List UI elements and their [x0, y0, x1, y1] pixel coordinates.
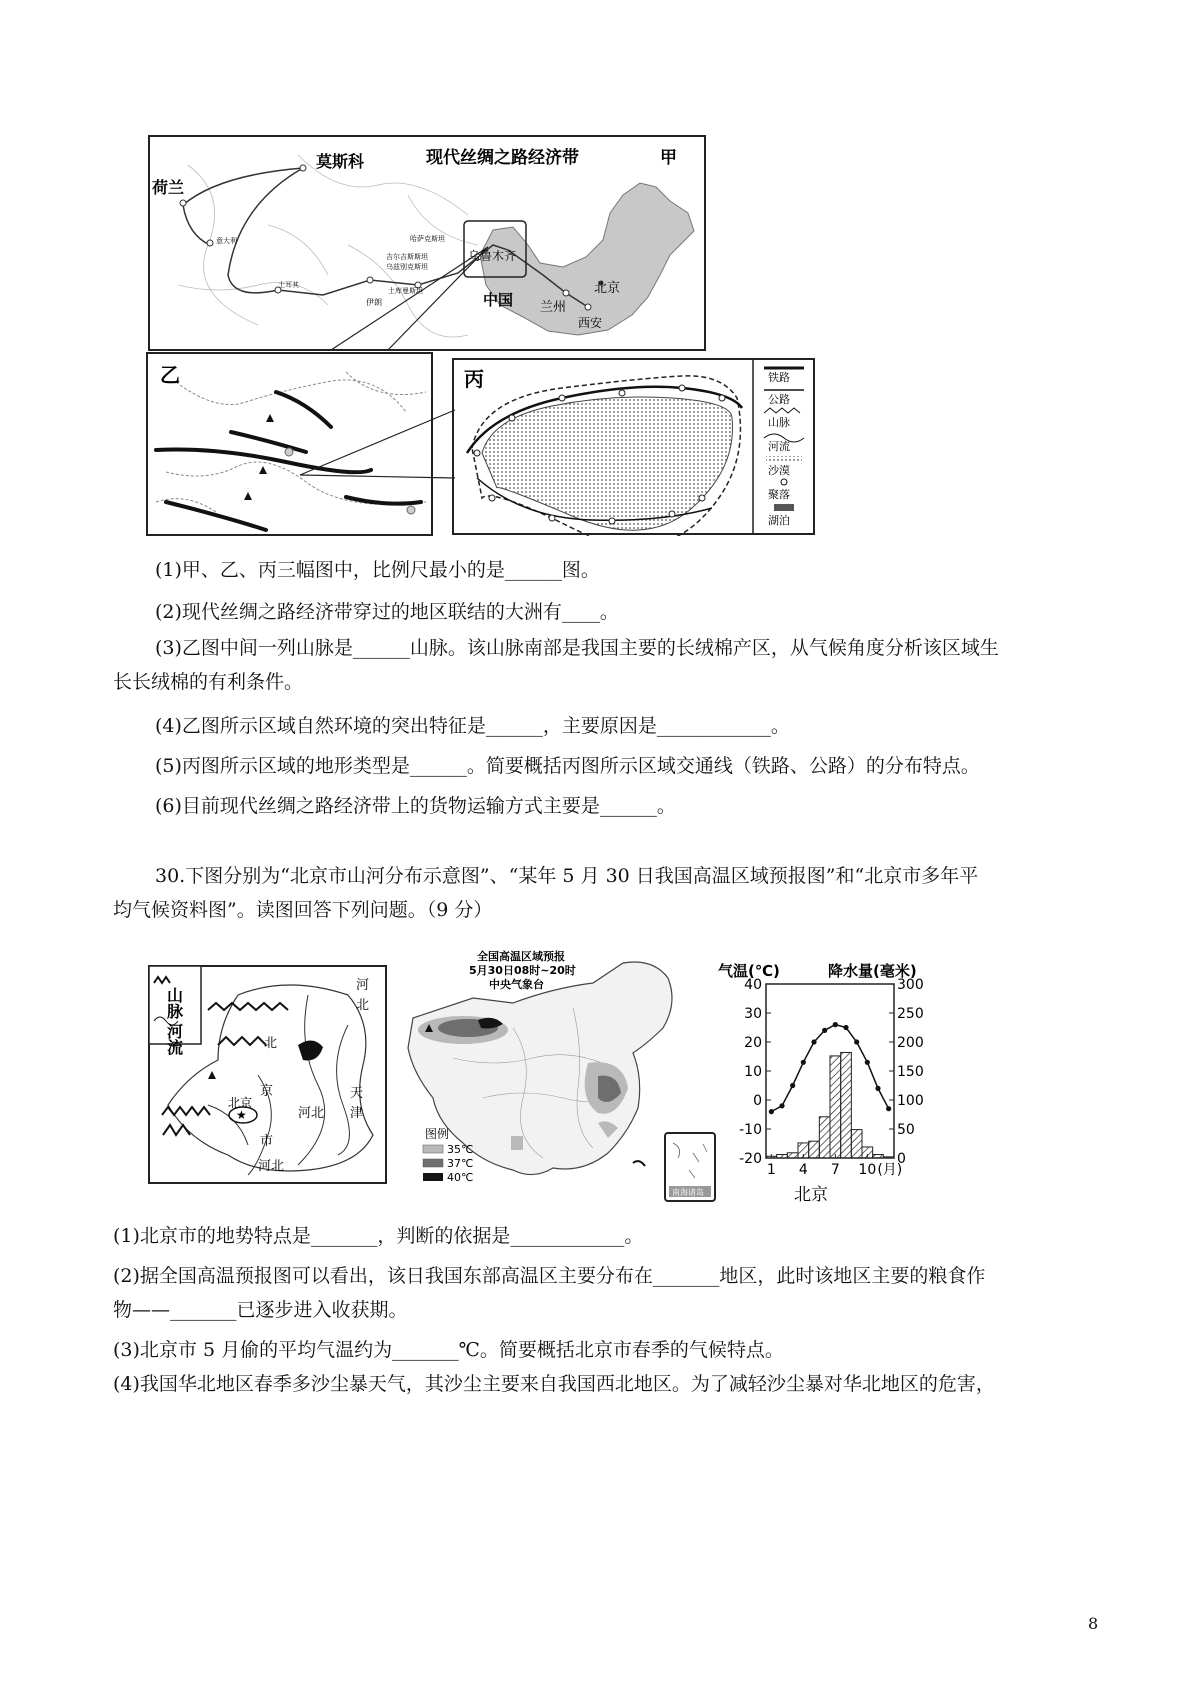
y-right-tick-label: 100 [897, 1093, 924, 1109]
q29-3: (3)乙图中间一列山脉是______山脉。该山脉南部是我国主要的长绒棉产区，从气候角度分析该区域生 [155, 637, 999, 659]
y-right-tick-label: 300 [897, 977, 924, 993]
y-left-tick-label: -20 [739, 1151, 762, 1167]
y-right-tick-label: 150 [897, 1064, 924, 1080]
x-tick-label: 7 [830, 1162, 840, 1178]
y-left-tick-label: 20 [744, 1035, 762, 1051]
label-urumqi: 乌鲁木齐 [468, 249, 517, 263]
x-tick-label: 10 [858, 1162, 877, 1178]
bj-label-jing: 京 [260, 1084, 274, 1099]
q29-6: (6)目前现代丝绸之路经济带上的货物运输方式主要是______。 [155, 795, 676, 817]
label-kyrgyzstan: 吉尔吉斯斯坦 [386, 253, 428, 261]
bj-label-bei2: 北 [264, 1036, 278, 1051]
label-turkmenistan: 土库曼斯坦 [388, 287, 423, 295]
chart-ylabel-right: 降水量(毫米) [828, 962, 917, 980]
climate-chart [716, 960, 1036, 1210]
x-unit-label: (月) [877, 1162, 903, 1178]
y-right-tick-label: 50 [897, 1122, 915, 1138]
y-left-tick-label: 40 [744, 977, 762, 993]
label-lanzhou: 兰州 [540, 300, 567, 315]
label-xian: 西安 [578, 316, 603, 330]
map-yi-panel-label: 乙 [160, 363, 180, 387]
legend-lake: 湖泊 [768, 514, 790, 527]
bj-label-he: 河 [356, 978, 370, 993]
chart-xlabel: 北京 [794, 1185, 828, 1205]
heat-legend-35: 35℃ [447, 1143, 474, 1156]
map-jia-title: 现代丝绸之路经济带 [426, 148, 579, 168]
q30-3: (3)北京市 5 月偷的平均气温约为_______℃。简要概括北京市春季的气候特点。 [113, 1339, 784, 1361]
label-turkey: 土耳其 [278, 281, 299, 289]
label-china: 中国 [483, 291, 514, 309]
x-tick-label: 1 [766, 1162, 776, 1178]
temperature-point [886, 1106, 891, 1111]
precip-bar [873, 1155, 884, 1158]
temperature-point [779, 1103, 784, 1108]
q29-3b: 长长绒棉的有利条件。 [113, 671, 304, 693]
precip-bar [809, 1141, 820, 1158]
q30-4: (4)我国华北地区春季多沙尘暴天气，其沙尘主要来自我国西北地区。为了减轻沙尘暴对华北地区的危害， [113, 1373, 995, 1395]
temperature-point [865, 1060, 870, 1065]
y-right-tick-label: 250 [897, 1006, 924, 1022]
heat-inset-label: 南海诸岛 [672, 1188, 704, 1197]
precip-bar [787, 1153, 798, 1158]
beijing-legend-river: 河流 [164, 1023, 184, 1055]
temperature-point [790, 1083, 795, 1088]
q30-2b: 物——_______已逐步进入收获期。 [113, 1299, 408, 1321]
legend-settlement: 聚落 [768, 488, 790, 501]
precip-bar [851, 1130, 862, 1158]
chart-ylabel-left: 气温(℃) [718, 962, 780, 980]
precip-bar [841, 1052, 852, 1158]
precip-bar [830, 1056, 841, 1158]
y-right-tick-label: 0 [897, 1151, 906, 1167]
precip-bar [883, 1157, 894, 1158]
y-left-tick-label: -10 [739, 1122, 762, 1138]
heat-map [393, 948, 723, 1203]
temperature-point [833, 1022, 838, 1027]
label-netherlands: 荷兰 [152, 178, 185, 197]
bj-label-bei1: 北 [356, 998, 370, 1013]
q30-1: (1)北京市的地势特点是_______，判断的依据是____________。 [113, 1225, 644, 1247]
heat-legend-title: 图例 [425, 1127, 450, 1141]
map-jia-panel-label: 甲 [660, 148, 677, 168]
label-kazakhstan: 哈萨克斯坦 [410, 235, 445, 243]
label-italy: 意大利 [216, 237, 237, 245]
heat-title-2: 5月30日08时~20时 [469, 964, 576, 977]
y-left-tick-label: 0 [753, 1093, 762, 1109]
page-number: 8 [1088, 1614, 1099, 1633]
q29-1: (1)甲、乙、丙三幅图中，比例尺最小的是______图。 [155, 559, 600, 581]
temperature-point [801, 1060, 806, 1065]
q29-5: (5)丙图所示区域的地形类型是______。简要概括丙图所示区域交通线（铁路、公路）的分布特点。 [155, 755, 980, 777]
y-right-tick-label: 200 [897, 1035, 924, 1051]
q29-4: (4)乙图所示区域自然环境的突出特征是______，主要原因是____________。 [155, 715, 790, 737]
map-bing [452, 358, 816, 536]
bj-label-hebei2: 河北 [258, 1159, 285, 1174]
precip-bar [819, 1117, 830, 1158]
heat-title-1: 全国高温区域预报 [477, 950, 565, 963]
heat-legend-40: 40℃ [447, 1171, 474, 1184]
temperature-point [822, 1028, 827, 1033]
bj-label-hebei1: 河北 [298, 1106, 325, 1121]
temperature-point [854, 1039, 859, 1044]
legend-mountain: 山脉 [768, 416, 790, 429]
temperature-point [875, 1086, 880, 1091]
legend-road: 公路 [768, 393, 790, 406]
q30-intro-1: 30.下图分别为“北京市山河分布示意图”、“某年 5 月 30 日我国高温区域预报图”和“北京市多年平 [155, 865, 979, 887]
bj-label-shi: 市 [260, 1134, 274, 1149]
temperature-point [811, 1039, 816, 1044]
label-beijing: 北京 [594, 281, 621, 296]
temperature-point [769, 1109, 774, 1114]
x-tick-label: 4 [798, 1162, 808, 1178]
label-moscow: 莫斯科 [316, 152, 365, 171]
label-iran: 伊朗 [366, 298, 382, 307]
q29-2: (2)现代丝绸之路经济带穿过的地区联结的大洲有____。 [155, 601, 619, 623]
svg-text:★: ★ [236, 1108, 247, 1122]
label-uzbekistan: 乌兹别克斯坦 [386, 263, 428, 271]
legend-desert: 沙漠 [768, 464, 790, 477]
heat-legend-37: 37℃ [447, 1157, 474, 1170]
y-left-tick-label: 10 [744, 1064, 762, 1080]
beijing-map [148, 965, 388, 1185]
precip-bar [777, 1155, 788, 1158]
bj-label-tianjin2: 津 [350, 1106, 364, 1121]
bj-label-tianjin1: 天 [350, 1086, 364, 1101]
q30-intro-2: 均气候资料图”。读图回答下列问题。（9 分） [113, 899, 493, 921]
legend-railway: 铁路 [768, 371, 790, 384]
heat-title-3: 中央气象台 [489, 978, 544, 991]
beijing-legend-mountain: 山脉 [164, 987, 184, 1019]
temperature-point [843, 1025, 848, 1030]
legend-river: 河流 [768, 440, 790, 453]
map-bing-panel-label: 丙 [464, 367, 484, 391]
bj-label-beijing: 北京 [228, 1096, 253, 1110]
connector-lines [295, 400, 465, 490]
y-left-tick-label: 30 [744, 1006, 762, 1022]
q30-2: (2)据全国高温预报图可以看出，该日我国东部高温区主要分布在_______地区，此时该地区主要的粮食作 [113, 1265, 986, 1287]
map-jia [148, 135, 708, 353]
